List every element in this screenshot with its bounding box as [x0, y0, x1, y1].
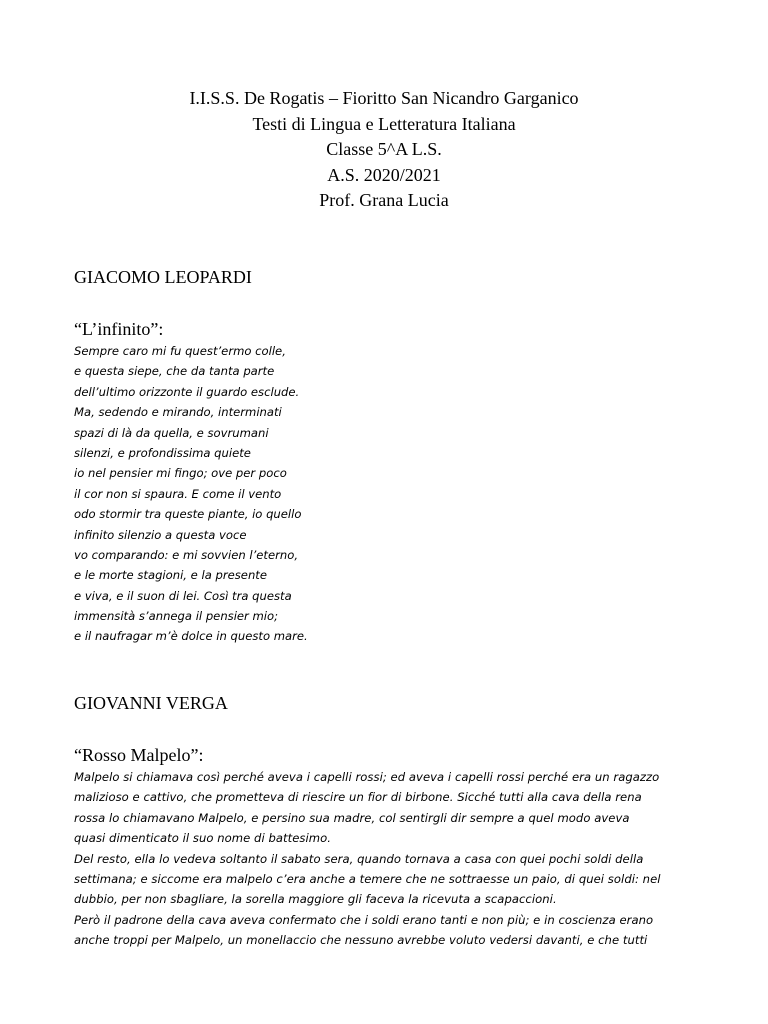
prose-line: Malpelo si chiamava così perché aveva i capelli rossi; ed aveva i capelli rossi perché era un ragazzo [74, 770, 660, 784]
document-subject: Testi di Lingua e Letteratura Italiana [252, 113, 516, 134]
poem-text [74, 341, 308, 647]
poem-line: silenzi, e profondissima quiete [74, 445, 251, 460]
poem-line: Ma, sedendo e mirando, interminati [74, 405, 282, 420]
prose-line: anche troppi per Malpelo, un monellaccio che nessuno avrebbe voluto vedersi davanti, e che tutti [74, 933, 648, 948]
school-year: A.S. 2020/2021 [327, 164, 441, 185]
poem-line: e il naufragar m’è dolce in questo mare. [74, 629, 308, 644]
poem-line: infinito silenzio a questa voce [74, 527, 247, 542]
poem-line: vo comparando: e mi sovvien l’eterno, [74, 547, 299, 562]
poem-line: Sempre caro mi fu quest’ermo colle, [74, 344, 286, 358]
prose-line: rossa lo chiamavano Malpelo, e persino sua madre, col sentirgli dir sempre a quel modo aveva [74, 810, 630, 825]
poem-line: immensità s’annega il pensier mio; [74, 609, 279, 624]
poem-line: e viva, e il suon di lei. Così tra questa [74, 588, 292, 603]
poem-line: e le morte stagioni, e la presente [74, 568, 267, 583]
poem-line: dell’ultimo orizzonte il guardo esclude. [74, 384, 300, 399]
teacher-name: Prof. Grana Lucia [319, 190, 449, 211]
class-label: Classe 5^A L.S. [326, 139, 442, 160]
school-name: I.I.S.S. De Rogatis – Fioritto San Nicandro Garganico [189, 88, 579, 108]
section-author-leopardi: GIACOMO LEOPARDI [74, 267, 252, 287]
prose-line: quasi dimenticato il suo nome di battesimo. [74, 831, 331, 846]
poem-line: e questa siepe, che da tanta parte [74, 364, 275, 379]
prose-line: Però il padrone della cava aveva confermato che i soldi erano tanti e non più; e in coscienza erano [74, 912, 654, 927]
section-author-verga: GIOVANNI VERGA [74, 693, 228, 713]
poem-line: spazi di là da quella, e sovrumani [74, 425, 269, 440]
work-title-infinito: “L’infinito”: [74, 319, 164, 339]
prose-line: settimana; e siccome era malpelo c’era anche a temere che ne sottraesse un paio, di quei soldi: nel [74, 871, 661, 886]
prose-line: dubbio, per non sbagliare, la sorella maggiore gli faceva la ricevuta a scapaccioni. [74, 892, 557, 907]
document-header [0, 86, 768, 214]
work-title-rosso-malpelo: “Rosso Malpelo”: [74, 745, 204, 765]
poem-line: il cor non si spaura. E come il vento [74, 486, 282, 501]
prose-text [74, 767, 704, 951]
poem-line: odo stormir tra queste piante, io quello [74, 507, 302, 522]
prose-line: malizioso e cattivo, che prometteva di riescire un fior di birbone. Sicché tutti alla cava della rena [74, 790, 642, 805]
poem-line: io nel pensier mi fingo; ove per poco [74, 466, 287, 481]
prose-line: Del resto, ella lo vedeva soltanto il sabato sera, quando tornava a casa con quei pochi soldi della [74, 851, 644, 866]
